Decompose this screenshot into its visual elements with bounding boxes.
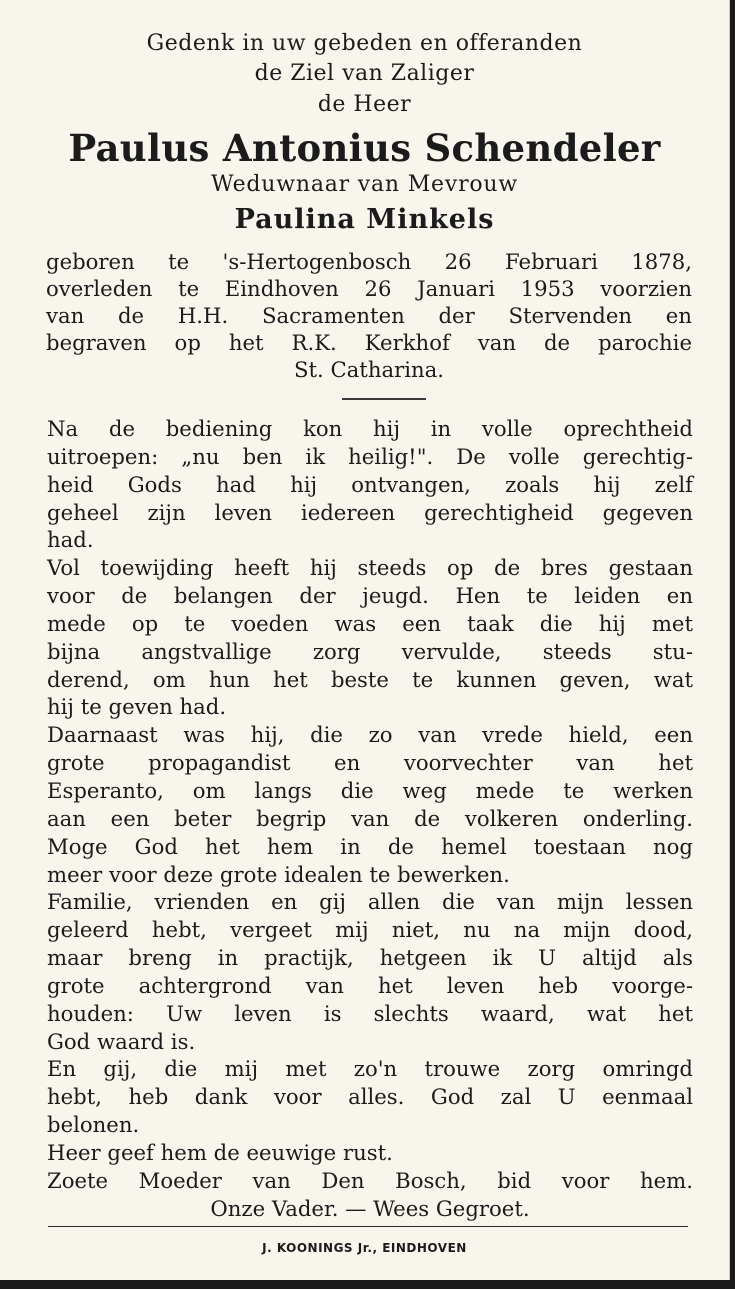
spouse-name: Paulina Minkels — [234, 204, 495, 235]
eulogy-line: had. — [47, 527, 94, 553]
biography — [46, 248, 692, 383]
eulogy-line: belonen. — [47, 1112, 140, 1138]
eulogy-line: bijna angstvallige zorg vervulde, steeds stu- — [47, 638, 693, 664]
eulogy-line: uitroepen: „nu ben ik heilig!". De volle gerechtig- — [47, 443, 693, 469]
eulogy-line: derend, om hun het beste te kunnen geven, wat — [47, 666, 693, 692]
eulogy-line: mede op te voeden was een taak die hij met — [47, 610, 693, 636]
eulogy-line: geheel zijn leven iedereen gerechtigheid gegeven — [47, 499, 693, 525]
eulogy-line: Moge God het hem in de hemel toestaan nog — [47, 833, 693, 859]
deceased-name: Paulus Antonius Schendeler — [68, 126, 661, 170]
eulogy-line: God waard is. — [47, 1028, 196, 1054]
section-divider — [342, 398, 426, 400]
eulogy-line: hebt, heb dank voor alles. God zal U eenmaal — [47, 1084, 693, 1110]
bio-line: geboren te 's-Hertogenbosch 26 Februari 1878, — [46, 249, 692, 274]
bio-line: begraven op het R.K. Kerkhof van de parochie — [46, 330, 692, 355]
eulogy-line: Na de bediening kon hij in volle oprechtheid — [47, 416, 693, 441]
eulogy-line: meer voor deze grote idealen te bewerken. — [47, 861, 510, 887]
bio-line: van de H.H. Sacramenten der Stervenden en — [46, 303, 692, 328]
footer-divider — [48, 1226, 688, 1227]
bio-line: overleden te Eindhoven 26 Januari 1953 voorzien — [46, 276, 692, 301]
invocation-line-3: de Heer — [317, 92, 412, 117]
eulogy-line: Daarnaast was hij, die zo van vrede hield, een — [47, 722, 693, 748]
eulogy-line: Familie, vrienden en gij allen die van mijn lessen — [47, 889, 693, 915]
eulogy-line: maar breng in practijk, hetgeen ik U altijd als — [47, 945, 693, 971]
bio-line: St. Catharina. — [293, 357, 445, 382]
invocation-line-2: de Ziel van Zaliger — [254, 61, 475, 86]
printer-credit: J. KOONINGS Jr., EINDHOVEN — [262, 1241, 467, 1255]
eulogy-text — [47, 415, 693, 1222]
prayer-line: Zoete Moeder van Den Bosch, bid voor hem. — [47, 1167, 693, 1193]
eulogy-line: En gij, die mij met zo'n trouwe zorg omringd — [47, 1056, 693, 1082]
eulogy-line: houden: Uw leven is slechts waard, wat het — [47, 1000, 693, 1026]
widower-line: Weduwnaar van Mevrouw — [210, 172, 519, 197]
eulogy-line: geleerd hebt, vergeet mij niet, nu na mijn dood, — [47, 917, 693, 943]
eulogy-line: grote achtergrond van het leven heb voorge- — [47, 972, 693, 998]
prayer-line: Onze Vader. — Wees Gegroet. — [210, 1195, 530, 1221]
eulogy-line: Esperanto, om langs die weg mede te werken — [47, 777, 693, 803]
eulogy-line: grote propagandist en voorvechter van het — [47, 750, 693, 776]
prayer-line: Heer geef hem de eeuwige rust. — [47, 1139, 393, 1165]
invocation-line-1: Gedenk in uw gebeden en offeranden — [146, 31, 583, 56]
eulogy-line: heid Gods had hij ontvangen, zoals hij zelf — [47, 471, 693, 497]
eulogy-line: hij te geven had. — [47, 694, 227, 720]
eulogy-line: aan een beter begrip van de volkeren onderling. — [47, 805, 693, 831]
eulogy-line: voor de belangen der jeugd. Hen te leiden en — [47, 583, 693, 609]
eulogy-line: Vol toewijding heeft hij steeds op de bres gestaan — [47, 555, 693, 581]
